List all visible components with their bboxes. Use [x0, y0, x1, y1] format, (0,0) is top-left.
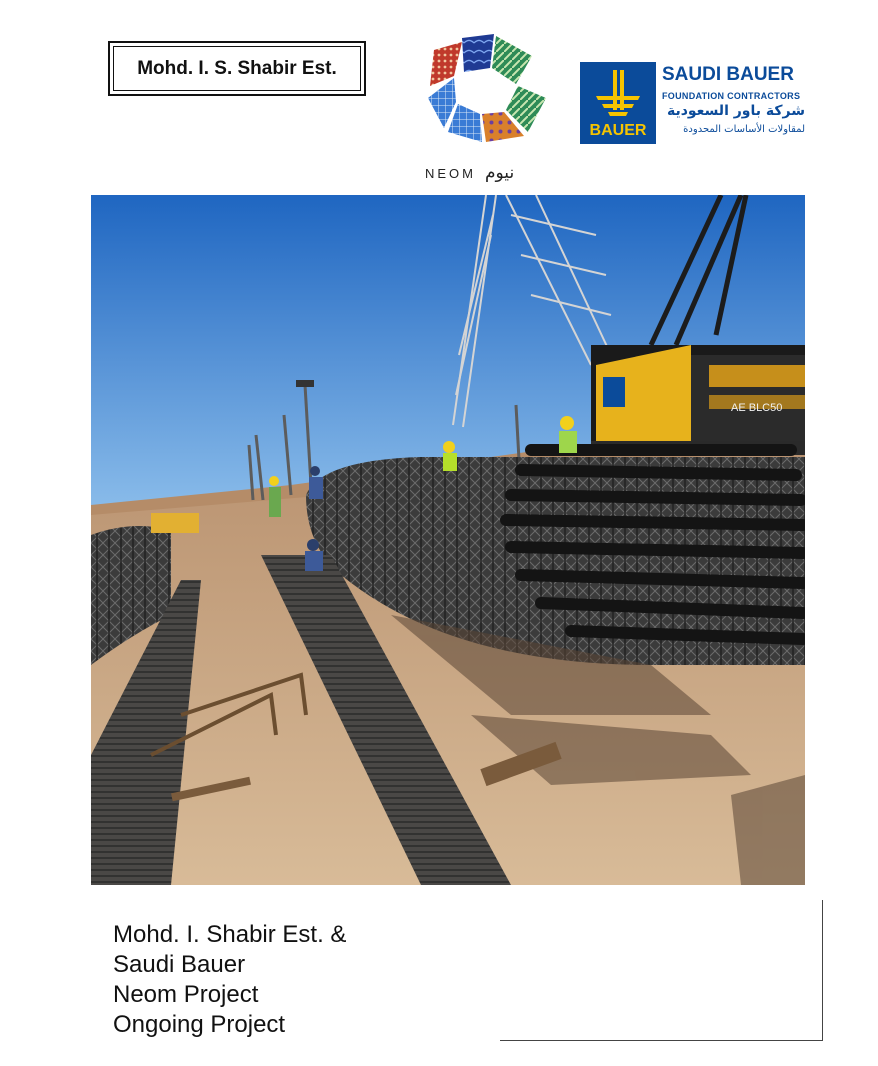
crane-label: AE BLC50	[731, 402, 783, 414]
bauer-arabic-subtitle: لمقاولات الأساسات المحدودة	[683, 124, 805, 135]
neom-latin-text: NEOM	[425, 165, 476, 181]
construction-site-photo	[91, 195, 805, 885]
bauer-pile-icon	[580, 66, 656, 126]
bauer-subtitle: FOUNDATION CONTRACTORS	[662, 91, 801, 101]
caption-line-2: Saudi Bauer	[113, 951, 246, 978]
site-illustration	[91, 195, 805, 885]
page-border-bottom	[500, 1040, 823, 1041]
shabir-badge-text: Mohd. I. S. Shabir Est.	[137, 57, 337, 79]
neom-arabic-text: نيوم	[485, 163, 515, 183]
bauer-title: SAUDI BAUER	[662, 64, 794, 85]
project-caption	[113, 920, 346, 1040]
shabir-logo-badge	[108, 41, 366, 96]
shabir-badge-inner	[113, 46, 361, 91]
bauer-logo-box	[580, 62, 656, 144]
bauer-arabic-name: شركة باور السعودية	[666, 103, 805, 119]
bauer-box-label: BAUER	[589, 122, 647, 139]
neom-logo-icon	[424, 28, 550, 146]
neom-wordmark	[425, 160, 555, 186]
crawler-crane	[591, 345, 805, 455]
page-border-right	[822, 900, 823, 1040]
caption-line-3: Neom Project	[113, 981, 259, 1008]
caption-line-1: Mohd. I. Shabir Est. &	[113, 921, 347, 948]
caption-line-4: Ongoing Project	[113, 1011, 286, 1038]
